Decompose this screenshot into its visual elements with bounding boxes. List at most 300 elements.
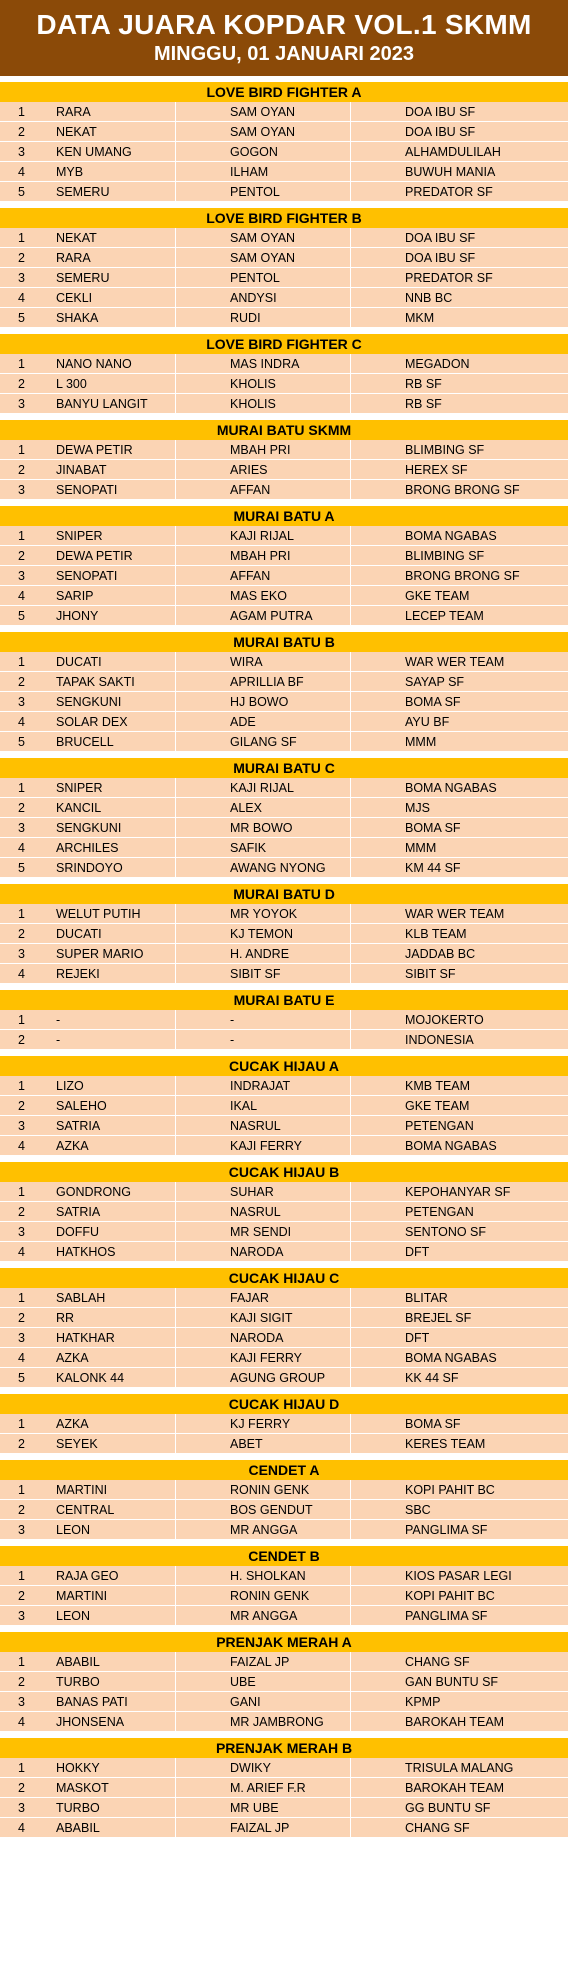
table-row — [0, 480, 568, 500]
owner-cell: APRILLIA BF — [230, 675, 304, 689]
owner-cell: MR SENDI — [230, 1225, 292, 1239]
bird-name-cell: BANYU LANGIT — [56, 397, 148, 411]
bird-name-cell: SALEHO — [56, 1099, 107, 1113]
team-cell: BOMA NGABAS — [405, 781, 497, 795]
category-header: CUCAK HIJAU B — [0, 1162, 568, 1182]
category-header: LOVE BIRD FIGHTER A — [0, 82, 568, 102]
page-title: DATA JUARA KOPDAR VOL.1 SKMM — [36, 9, 532, 40]
team-cell: KERES TEAM — [405, 1437, 486, 1451]
table-row — [0, 1348, 568, 1368]
bird-name-cell: RARA — [56, 251, 91, 265]
team-cell: JADDAB BC — [405, 947, 476, 961]
owner-cell: UBE — [230, 1675, 256, 1689]
team-cell: MKM — [405, 311, 435, 325]
owner-cell: AGUNG GROUP — [230, 1371, 326, 1385]
rank-cell: 4 — [18, 589, 25, 603]
bird-name-cell: MASKOT — [56, 1781, 109, 1795]
owner-cell: BOS GENDUT — [230, 1503, 313, 1517]
table-row — [0, 1414, 568, 1434]
owner-cell: AGAM PUTRA — [230, 609, 313, 623]
rank-cell: 1 — [18, 1079, 25, 1093]
table-row — [0, 1712, 568, 1732]
table-row — [0, 1586, 568, 1606]
team-cell: KOPI PAHIT BC — [405, 1483, 495, 1497]
team-cell: GKE TEAM — [405, 1099, 470, 1113]
team-cell: KOPI PAHIT BC — [405, 1589, 495, 1603]
team-cell: PANGLIMA SF — [405, 1609, 488, 1623]
owner-cell: NARODA — [230, 1245, 284, 1259]
team-cell: SENTONO SF — [405, 1225, 487, 1239]
team-cell: AYU BF — [405, 715, 450, 729]
bird-name-cell: DUCATI — [56, 655, 102, 669]
category-header: CUCAK HIJAU C — [0, 1268, 568, 1288]
rank-cell: 2 — [18, 1099, 25, 1113]
rank-cell: 2 — [18, 1311, 25, 1325]
table-row — [0, 798, 568, 818]
team-cell: BLIMBING SF — [405, 443, 485, 457]
bird-name-cell: CEKLI — [56, 291, 93, 305]
table-row — [0, 142, 568, 162]
rank-cell: 4 — [18, 1715, 25, 1729]
table-row — [0, 1096, 568, 1116]
page-subtitle: MINGGU, 01 JANUARI 2023 — [153, 43, 415, 65]
table-row — [0, 1030, 568, 1050]
bird-name-cell: MARTINI — [56, 1589, 108, 1603]
rank-cell: 1 — [18, 1761, 25, 1775]
team-cell: PREDATOR SF — [405, 185, 493, 199]
table-row — [0, 1480, 568, 1500]
category-header: MURAI BATU A — [0, 506, 568, 526]
rank-cell: 1 — [18, 781, 25, 795]
owner-cell: M. ARIEF F.R — [230, 1781, 306, 1795]
team-cell: RB SF — [405, 377, 442, 391]
rank-cell: 1 — [18, 1013, 25, 1027]
team-cell: BUWUH MANIA — [405, 165, 496, 179]
bird-name-cell: HOKKY — [56, 1761, 100, 1775]
bird-name-cell: SENOPATI — [56, 483, 118, 497]
table-row — [0, 1116, 568, 1136]
team-cell: MMM — [405, 735, 437, 749]
rank-cell: 3 — [18, 145, 25, 159]
table-row — [0, 1606, 568, 1626]
rank-cell: 1 — [18, 443, 25, 457]
bird-name-cell: SABLAH — [56, 1291, 106, 1305]
rank-cell: 4 — [18, 1821, 25, 1835]
table-row — [0, 904, 568, 924]
owner-cell: H. ANDRE — [230, 947, 290, 961]
team-cell: KK 44 SF — [405, 1371, 459, 1385]
category-header: CUCAK HIJAU D — [0, 1394, 568, 1414]
team-cell: CHANG SF — [405, 1655, 470, 1669]
owner-cell: AFFAN — [230, 483, 271, 497]
rank-cell: 3 — [18, 569, 25, 583]
bird-name-cell: TURBO — [56, 1801, 100, 1815]
table-row — [0, 606, 568, 626]
table-row — [0, 1368, 568, 1388]
bird-name-cell: GONDRONG — [56, 1185, 131, 1199]
owner-cell: SAFIK — [230, 841, 267, 855]
table-row — [0, 460, 568, 480]
team-cell: BOMA NGABAS — [405, 1351, 497, 1365]
rank-cell: 4 — [18, 165, 25, 179]
bird-name-cell: MARTINI — [56, 1483, 108, 1497]
rank-cell: 1 — [18, 357, 25, 371]
bird-name-cell: - — [56, 1013, 61, 1027]
table-row — [0, 1672, 568, 1692]
rank-cell: 2 — [18, 675, 25, 689]
table-row — [0, 778, 568, 798]
category-header: MURAI BATU B — [0, 632, 568, 652]
table-row — [0, 858, 568, 878]
team-cell: WAR WER TEAM — [405, 655, 505, 669]
rank-cell: 2 — [18, 125, 25, 139]
rank-cell: 3 — [18, 271, 25, 285]
rank-cell: 3 — [18, 483, 25, 497]
table-row — [0, 1500, 568, 1520]
rank-cell: 3 — [18, 1609, 25, 1623]
owner-cell: INDRAJAT — [230, 1079, 291, 1093]
table-row — [0, 1010, 568, 1030]
team-cell: ALHAMDULILAH — [405, 145, 501, 159]
table-row — [0, 1222, 568, 1242]
team-cell: CHANG SF — [405, 1821, 470, 1835]
bird-name-cell: SEMERU — [56, 271, 110, 285]
rank-cell: 3 — [18, 1695, 25, 1709]
team-cell: WAR WER TEAM — [405, 907, 505, 921]
team-cell: BOMA NGABAS — [405, 529, 497, 543]
team-cell: PREDATOR SF — [405, 271, 493, 285]
bird-name-cell: RR — [56, 1311, 75, 1325]
rank-cell: 2 — [18, 549, 25, 563]
team-cell: SAYAP SF — [405, 675, 465, 689]
rank-cell: 1 — [18, 1417, 25, 1431]
owner-cell: PENTOL — [230, 185, 280, 199]
table-row — [0, 732, 568, 752]
table-row — [0, 672, 568, 692]
owner-cell: SUHAR — [230, 1185, 274, 1199]
rank-cell: 2 — [18, 463, 25, 477]
bird-name-cell: SENGKUNI — [56, 695, 122, 709]
team-cell: MOJOKERTO — [405, 1013, 484, 1027]
bird-name-cell: JHONSENA — [56, 1715, 125, 1729]
team-cell: KEPOHANYAR SF — [405, 1185, 511, 1199]
bird-name-cell: LEON — [56, 1609, 91, 1623]
owner-cell: DWIKY — [230, 1761, 271, 1775]
table-row — [0, 692, 568, 712]
owner-cell: ARIES — [230, 463, 268, 477]
category-header: LOVE BIRD FIGHTER C — [0, 334, 568, 354]
bird-name-cell: DEWA PETIR — [56, 443, 133, 457]
rank-cell: 3 — [18, 821, 25, 835]
team-cell: SIBIT SF — [405, 967, 456, 981]
rank-cell: 2 — [18, 1033, 25, 1047]
table-row — [0, 122, 568, 142]
bird-name-cell: SNIPER — [56, 781, 103, 795]
table-row — [0, 1652, 568, 1672]
rank-cell: 3 — [18, 1801, 25, 1815]
bird-name-cell: KEN UMANG — [56, 145, 132, 159]
owner-cell: SIBIT SF — [230, 967, 281, 981]
table-row — [0, 1818, 568, 1838]
team-cell: DOA IBU SF — [405, 251, 476, 265]
page-header — [0, 0, 568, 76]
category-header: CENDET A — [0, 1460, 568, 1480]
owner-cell: H. SHOLKAN — [230, 1569, 306, 1583]
team-cell: DFT — [405, 1331, 430, 1345]
owner-cell: - — [230, 1013, 235, 1027]
table-row — [0, 440, 568, 460]
bird-name-cell: SNIPER — [56, 529, 103, 543]
owner-cell: SAM OYAN — [230, 105, 296, 119]
team-cell: BLIMBING SF — [405, 549, 485, 563]
table-row — [0, 818, 568, 838]
table-row — [0, 288, 568, 308]
rank-cell: 5 — [18, 609, 25, 623]
team-cell: HEREX SF — [405, 463, 468, 477]
table-row — [0, 526, 568, 546]
rank-cell: 5 — [18, 1371, 25, 1385]
table-row — [0, 394, 568, 414]
rank-cell: 2 — [18, 1589, 25, 1603]
table-row — [0, 1758, 568, 1778]
table-row — [0, 712, 568, 732]
owner-cell: MR JAMBRONG — [230, 1715, 324, 1729]
owner-cell: AWANG NYONG — [230, 861, 326, 875]
team-cell: BOMA NGABAS — [405, 1139, 497, 1153]
table-row — [0, 652, 568, 672]
owner-cell: GILANG SF — [230, 735, 297, 749]
bird-name-cell: SEMERU — [56, 185, 110, 199]
rank-cell: 5 — [18, 311, 25, 325]
team-cell: BRONG BRONG SF — [405, 483, 520, 497]
rank-cell: 4 — [18, 291, 25, 305]
rank-cell: 3 — [18, 1225, 25, 1239]
rank-cell: 1 — [18, 105, 25, 119]
owner-cell: KAJI RIJAL — [230, 781, 294, 795]
category-header: MURAI BATU C — [0, 758, 568, 778]
rank-cell: 2 — [18, 377, 25, 391]
bird-name-cell: HATKHAR — [56, 1331, 115, 1345]
bird-name-cell: JHONY — [56, 609, 99, 623]
bird-name-cell: BRUCELL — [56, 735, 114, 749]
team-cell: LECEP TEAM — [405, 609, 484, 623]
bird-name-cell: NEKAT — [56, 231, 97, 245]
table-row — [0, 308, 568, 328]
team-cell: SBC — [405, 1503, 431, 1517]
rank-cell: 3 — [18, 397, 25, 411]
team-cell: BOMA SF — [405, 821, 461, 835]
bird-name-cell: KALONK 44 — [56, 1371, 125, 1385]
rank-cell: 5 — [18, 735, 25, 749]
owner-cell: SAM OYAN — [230, 251, 296, 265]
owner-cell: ADE — [230, 715, 256, 729]
table-row — [0, 1202, 568, 1222]
owner-cell: MAS EKO — [230, 589, 287, 603]
owner-cell: ILHAM — [230, 165, 269, 179]
category-header: MURAI BATU SKMM — [0, 420, 568, 440]
rank-cell: 2 — [18, 1205, 25, 1219]
team-cell: PETENGAN — [405, 1119, 474, 1133]
team-cell: BRONG BRONG SF — [405, 569, 520, 583]
table-row — [0, 1692, 568, 1712]
owner-cell: MR ANGGA — [230, 1523, 298, 1537]
rank-cell: 5 — [18, 861, 25, 875]
team-cell: INDONESIA — [405, 1033, 474, 1047]
rank-cell: 4 — [18, 967, 25, 981]
table-row — [0, 1328, 568, 1348]
rank-cell: 1 — [18, 1291, 25, 1305]
owner-cell: HJ BOWO — [230, 695, 289, 709]
team-cell: RB SF — [405, 397, 442, 411]
owner-cell: FAIZAL JP — [230, 1821, 290, 1835]
table-row — [0, 182, 568, 202]
owner-cell: KAJI RIJAL — [230, 529, 294, 543]
bird-name-cell: CENTRAL — [56, 1503, 115, 1517]
table-row — [0, 102, 568, 122]
table-row — [0, 1798, 568, 1818]
bird-name-cell: SHAKA — [56, 311, 99, 325]
owner-cell: KAJI SIGIT — [230, 1311, 293, 1325]
owner-cell: MBAH PRI — [230, 443, 291, 457]
team-cell: DFT — [405, 1245, 430, 1259]
rank-cell: 3 — [18, 1331, 25, 1345]
owner-cell: NARODA — [230, 1331, 284, 1345]
bird-name-cell: RARA — [56, 105, 91, 119]
bird-name-cell: NANO NANO — [56, 357, 132, 371]
bird-name-cell: SARIP — [56, 589, 94, 603]
team-cell: PANGLIMA SF — [405, 1523, 488, 1537]
rank-cell: 3 — [18, 1523, 25, 1537]
category-header: CENDET B — [0, 1546, 568, 1566]
bird-name-cell: DEWA PETIR — [56, 549, 133, 563]
rank-cell: 5 — [18, 185, 25, 199]
bird-name-cell: DUCATI — [56, 927, 102, 941]
rank-cell: 2 — [18, 1503, 25, 1517]
rank-cell: 1 — [18, 231, 25, 245]
team-cell: PETENGAN — [405, 1205, 474, 1219]
category-header: CUCAK HIJAU A — [0, 1056, 568, 1076]
team-cell: KIOS PASAR LEGI — [405, 1569, 512, 1583]
rank-cell: 4 — [18, 715, 25, 729]
owner-cell: FAIZAL JP — [230, 1655, 290, 1669]
bird-name-cell: MYB — [56, 165, 84, 179]
owner-cell: AFFAN — [230, 569, 271, 583]
table-row — [0, 586, 568, 606]
owner-cell: SAM OYAN — [230, 125, 296, 139]
team-cell: TRISULA MALANG — [405, 1761, 514, 1775]
owner-cell: ABET — [230, 1437, 263, 1451]
bird-name-cell: ABABIL — [56, 1655, 100, 1669]
team-cell: KPMP — [405, 1695, 441, 1709]
owner-cell: NASRUL — [230, 1205, 281, 1219]
team-cell: NNB BC — [405, 291, 453, 305]
bird-name-cell: JINABAT — [56, 463, 107, 477]
rank-cell: 2 — [18, 1675, 25, 1689]
team-cell: KM 44 SF — [405, 861, 461, 875]
table-row — [0, 1242, 568, 1262]
bird-name-cell: KANCIL — [56, 801, 102, 815]
owner-cell: RONIN GENK — [230, 1589, 310, 1603]
rank-cell: 1 — [18, 529, 25, 543]
team-cell: BREJEL SF — [405, 1311, 472, 1325]
table-row — [0, 924, 568, 944]
bird-name-cell: TURBO — [56, 1675, 100, 1689]
bird-name-cell: ARCHILES — [56, 841, 119, 855]
owner-cell: MBAH PRI — [230, 549, 291, 563]
bird-name-cell: BANAS PATI — [56, 1695, 128, 1709]
table-row — [0, 354, 568, 374]
bird-name-cell: AZKA — [56, 1351, 89, 1365]
owner-cell: MR ANGGA — [230, 1609, 298, 1623]
category-header: MURAI BATU D — [0, 884, 568, 904]
table-row — [0, 546, 568, 566]
category-header: PRENJAK MERAH A — [0, 1632, 568, 1652]
owner-cell: MR UBE — [230, 1801, 279, 1815]
bird-name-cell: TAPAK SAKTI — [56, 675, 135, 689]
team-cell: BOMA SF — [405, 695, 461, 709]
bird-name-cell: AZKA — [56, 1139, 89, 1153]
rank-cell: 3 — [18, 1119, 25, 1133]
owner-cell: KHOLIS — [230, 377, 276, 391]
rank-cell: 3 — [18, 947, 25, 961]
owner-cell: ANDYSI — [230, 291, 277, 305]
table-row — [0, 1520, 568, 1540]
bird-name-cell: - — [56, 1033, 61, 1047]
table-row — [0, 1136, 568, 1156]
owner-cell: KAJI FERRY — [230, 1139, 303, 1153]
bird-name-cell: WELUT PUTIH — [56, 907, 141, 921]
bird-name-cell: NEKAT — [56, 125, 97, 139]
table-row — [0, 944, 568, 964]
bird-name-cell: L 300 — [56, 377, 87, 391]
owner-cell: PENTOL — [230, 271, 280, 285]
category-header: MURAI BATU E — [0, 990, 568, 1010]
team-cell: BOMA SF — [405, 1417, 461, 1431]
team-cell: BAROKAH TEAM — [405, 1781, 505, 1795]
table-row — [0, 1566, 568, 1586]
owner-cell: SAM OYAN — [230, 231, 296, 245]
bird-name-cell: SATRIA — [56, 1205, 101, 1219]
table-row — [0, 1434, 568, 1454]
bird-name-cell: REJEKI — [56, 967, 100, 981]
rank-cell: 1 — [18, 1185, 25, 1199]
team-cell: MMM — [405, 841, 437, 855]
rank-cell: 2 — [18, 1781, 25, 1795]
owner-cell: KJ TEMON — [230, 927, 293, 941]
owner-cell: KJ FERRY — [230, 1417, 291, 1431]
owner-cell: MAS INDRA — [230, 357, 300, 371]
rank-cell: 1 — [18, 1483, 25, 1497]
bird-name-cell: AZKA — [56, 1417, 89, 1431]
owner-cell: MR YOYOK — [230, 907, 298, 921]
rank-cell: 1 — [18, 655, 25, 669]
team-cell: GKE TEAM — [405, 589, 470, 603]
table-row — [0, 374, 568, 394]
table-row — [0, 1182, 568, 1202]
team-cell: DOA IBU SF — [405, 105, 476, 119]
table-row — [0, 228, 568, 248]
category-header: PRENJAK MERAH B — [0, 1738, 568, 1758]
table-row — [0, 248, 568, 268]
table-row — [0, 1076, 568, 1096]
owner-cell: RUDI — [230, 311, 261, 325]
owner-cell: GANI — [230, 1695, 261, 1709]
bird-name-cell: SOLAR DEX — [56, 715, 128, 729]
team-cell: DOA IBU SF — [405, 125, 476, 139]
rank-cell: 2 — [18, 927, 25, 941]
rank-cell: 4 — [18, 841, 25, 855]
team-cell: MEGADON — [405, 357, 470, 371]
